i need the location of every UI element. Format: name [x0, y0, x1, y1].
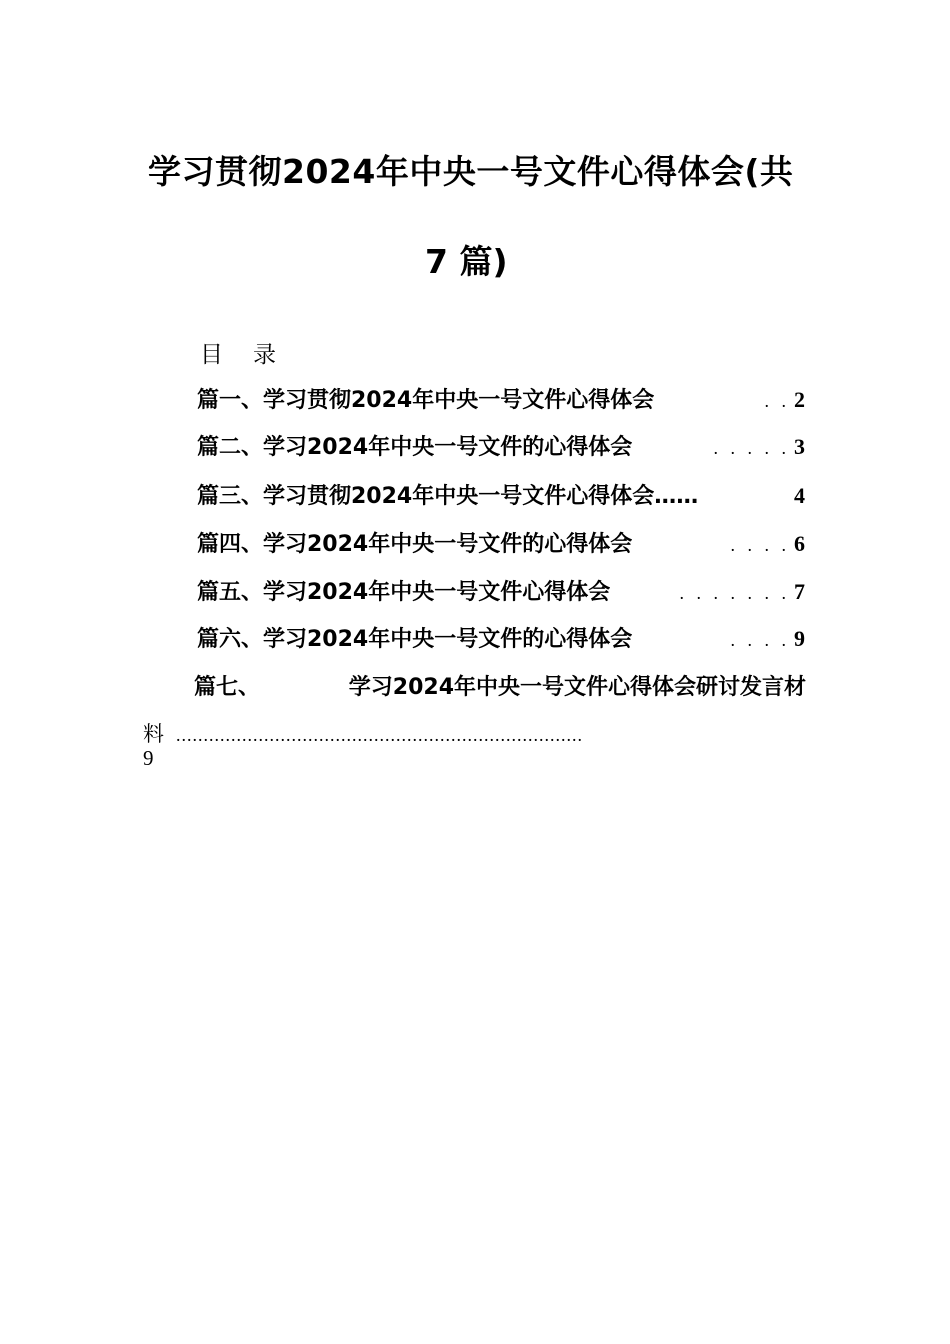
toc-entry-label: 篇二、学习2024年中央一号文件的心得体会: [197, 435, 633, 460]
toc-entry[interactable]: [197, 430, 805, 462]
toc-heading: 目录: [200, 342, 306, 368]
toc-page-number: 3: [794, 434, 805, 459]
toc-leader-dots: ..........................................................................: [176, 725, 583, 745]
toc-leader-dots: . . . .: [730, 535, 790, 555]
toc-entry-last[interactable]: [194, 670, 806, 701]
toc-entry-label: 篇三、学习贯彻2024年中央一号文件心得体会……: [197, 484, 699, 509]
toc-entry-label: 篇六、学习2024年中央一号文件的心得体会: [197, 627, 633, 652]
toc-leader-dots: . . . .: [730, 630, 790, 650]
toc-leader-dots: . . . . .: [713, 438, 790, 458]
toc-page-number: 7: [794, 579, 805, 604]
toc-leader-dots: . .: [764, 391, 790, 411]
toc-entry-label: 篇一、学习贯彻2024年中央一号文件心得体会: [197, 388, 655, 413]
toc-page-number: 6: [794, 531, 805, 556]
toc-page-number: 9: [143, 746, 154, 770]
document-title: 学习贯彻2024年中央一号文件心得体会(共: [148, 152, 794, 191]
toc-entry-label: 篇四、学习2024年中央一号文件的心得体会: [197, 532, 633, 557]
toc-leader-dots: . . . . . . .: [679, 583, 790, 603]
toc-entry-label: 篇五、学习2024年中央一号文件心得体会: [197, 580, 611, 605]
toc-page-number: 9: [794, 626, 805, 651]
toc-entry-label: 学习2024年中央一号文件心得体会研讨发言材: [348, 675, 806, 700]
toc-entry[interactable]: [197, 479, 805, 511]
toc-page-number: 2: [794, 387, 805, 412]
toc-page-number: 4: [794, 483, 805, 508]
toc-entry-prefix: 篇七、: [194, 675, 261, 700]
toc-entry[interactable]: [197, 622, 805, 654]
document-title-continued: 7 篇): [425, 242, 508, 281]
toc-entry[interactable]: [197, 383, 805, 415]
toc-entry[interactable]: [197, 575, 805, 607]
toc-entry[interactable]: [197, 527, 805, 559]
toc-entry-last-continuation[interactable]: [143, 718, 798, 748]
toc-entry-continuation: 料: [143, 722, 164, 746]
